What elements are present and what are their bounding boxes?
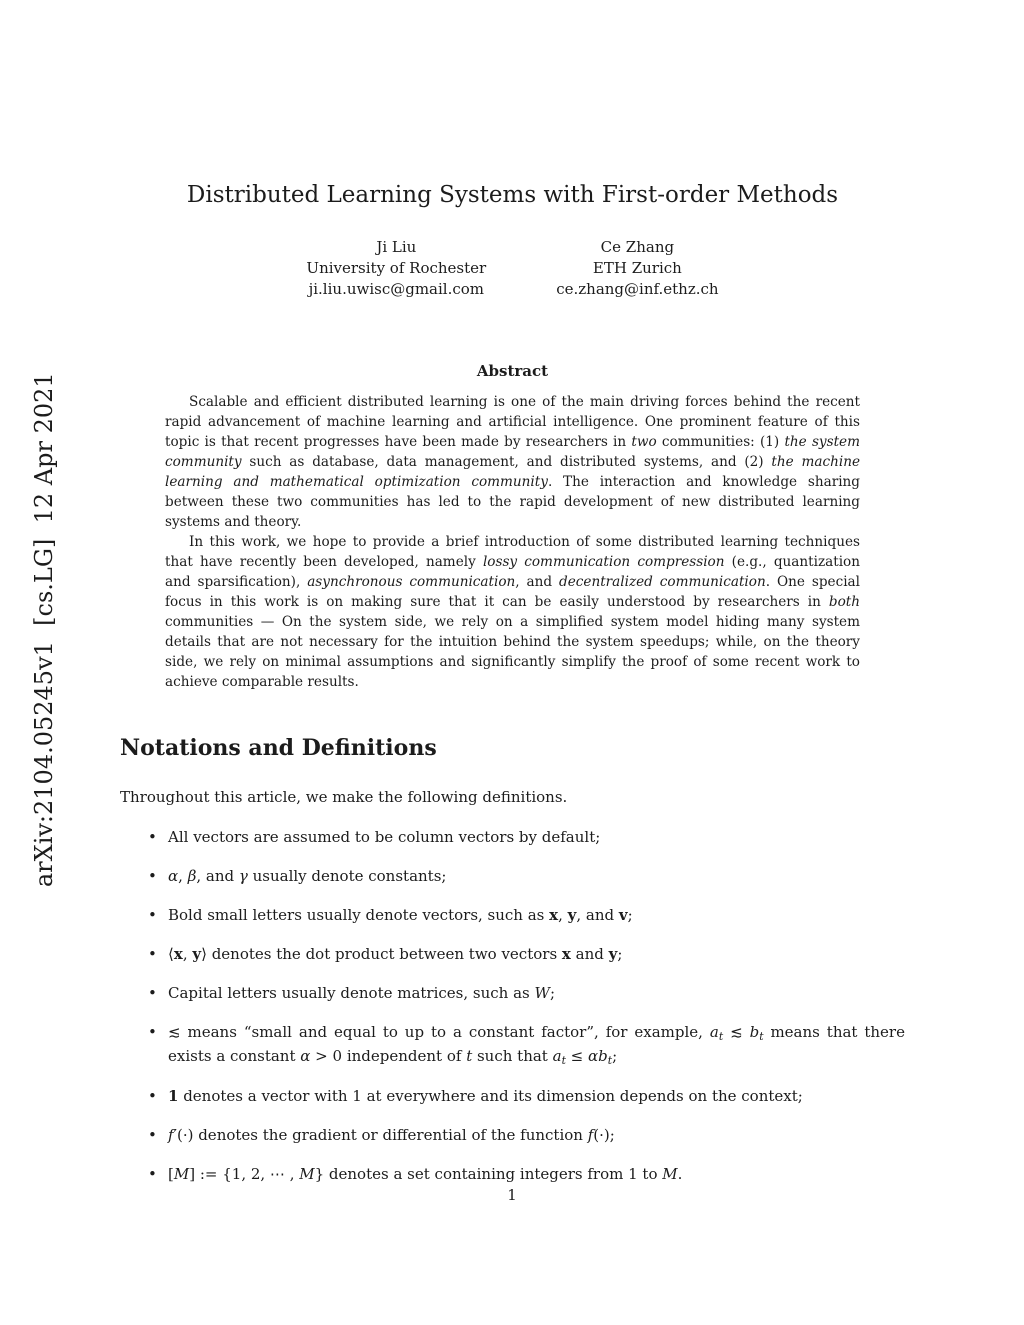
author-email: ce.zhang@inf.ethz.ch <box>556 280 719 298</box>
author-1 <box>306 237 486 300</box>
abstract-section <box>165 362 860 692</box>
notation-item-5: • Capital letters usually denote matrices, such as W; <box>148 982 905 1005</box>
notation-item-9: • [M] := {1, 2, ⋯ , M} denotes a set containing integers from 1 to M. <box>148 1163 905 1186</box>
section-intro: Throughout this article, we make the following definitions. <box>120 788 568 806</box>
author-name: Ji Liu <box>376 238 417 256</box>
notation-list <box>120 826 905 1186</box>
notation-item-3: • Bold small letters usually denote vectors, such as x, y, and v; <box>148 904 905 927</box>
notation-item-1: • All vectors are assumed to be column vectors by default; <box>148 826 905 849</box>
author-name: Ce Zhang <box>600 238 675 256</box>
notation-item-8: • f′(·) denotes the gradient or differential of the function f(·); <box>148 1124 905 1147</box>
notation-item-2: • α, β, and γ usually denote constants; <box>148 865 905 888</box>
author-2 <box>556 237 718 300</box>
notation-item-7: • 1 denotes a vector with 1 at everywhere and its dimension depends on the context; <box>148 1085 905 1108</box>
author-affiliation: University of Rochester <box>306 259 487 277</box>
notation-item-4: • ⟨x, y⟩ denotes the dot product between two vectors x and y; <box>148 943 905 966</box>
author-block <box>120 237 905 300</box>
paper-content <box>120 0 905 1202</box>
arxiv-label: arXiv:2104.05245v1 [cs.LG] 12 Apr 2021 <box>30 372 58 888</box>
abstract-heading: Abstract <box>476 362 549 380</box>
paper-title: Distributed Learning Systems with First-order Methods <box>186 182 839 208</box>
section-heading: Notations and Definitions <box>120 735 437 761</box>
page-number: 1 <box>507 1186 517 1204</box>
arxiv-watermark <box>2 372 86 917</box>
author-affiliation: ETH Zurich <box>592 259 682 277</box>
abstract-paragraph-1: Scalable and efficient distributed learning is one of the main driving forces behind the recent rapid advancement of machine learning and artificial intelligence. One prominent feature of this topic is that recent progresses have been made by researchers in two communities: (1) the system community such as database, data management, and distributed systems, and (2) the machine learning and mathematical optimization community. The interaction and knowledge sharing between these two communities has led to the rapid development of new distributed learning systems and theory. <box>165 394 861 530</box>
notation-item-6: • ≲ means “small and equal to up to a constant factor”, for example, $a_t$ ≲ $b_t$ means that there exists a constant α > 0 independent of t such that $a_t \le \alpha b_t$; <box>148 1021 905 1069</box>
abstract-paragraph-2: In this work, we hope to provide a brief introduction of some distributed learning techniques that have recently been developed, namely lossy communication compression (e.g., quantization and sparsification), asynchronous communication, and decentralized communication. One special focus in this work is on making sure that it can be easily understood by researchers in both communities — On the system side, we rely on a simplified system model hiding many system details that are not necessary for the intuition behind the system speedups; while, on the theory side, we rely on minimal assumptions and significantly simplify the proof of some recent work to achieve comparable results. <box>165 534 860 690</box>
author-email: ji.liu.uwisc@gmail.com <box>308 280 485 298</box>
